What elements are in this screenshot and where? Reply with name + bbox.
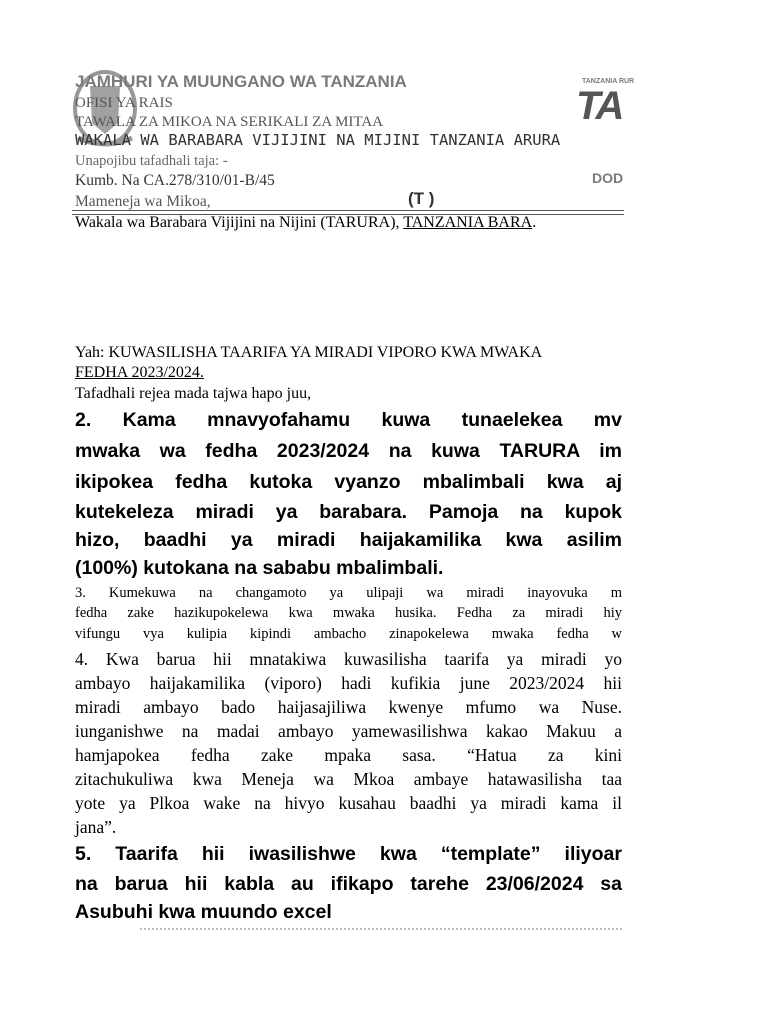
para2-line-1: 2. Kama mnavyofahamu kuwa tunaelekea mv [75, 409, 622, 431]
letterhead-country: JAMHURI YA MUUNGANO WA TANZANIA [75, 72, 407, 91]
para4-line-4: iunganishwe na madai ambayo yamewasilishwa kakao Makuu a [75, 721, 622, 741]
para4-line-2: ambayo haijakamilika (viporo) hadi kufikia june 2023/2024 hii [75, 673, 622, 693]
addressee-agency: Wakala wa Barabara Vijijini na Nijini (TARURA), [75, 214, 404, 231]
para2-line-4: kutekeleza miradi ya barabara. Pamoja na kupok [75, 501, 622, 523]
para3-line-2: fedha zake hazikupokelewa kwa mwaka husika. Fedha za miradi hiy [75, 605, 622, 621]
subject-line-1: Yah: KUWASILISHA TAARIFA YA MIRADI VIPORO KWA MWAKA [75, 344, 543, 361]
para2-line-3: ikipokea fedha kutoka vyanzo mbalimbali kwa aj [75, 471, 622, 493]
para5-line-3: Asubuhi kwa muundo excel [75, 901, 332, 923]
reply-note: Unapojibu tafadhali taja: - [75, 153, 228, 169]
para2-line-2: mwaka wa fedha 2023/2024 na kuwa TARURA im [75, 440, 622, 462]
stamp-fragment: DOD [592, 170, 624, 186]
reference-number: Kumb. Na CA.278/310/01-B/45 [75, 172, 275, 189]
addressee-period: . [532, 214, 537, 231]
logo-letters: TA [576, 84, 623, 128]
para4-line-3: miradi ambayo bado haijasajiliwa kwenye mfumo wa Nuse. [75, 697, 622, 717]
addressee-region: TANZANIA BARA [403, 214, 533, 231]
letterhead-ministry: TAWALA ZA MIKOA NA SERIKALI ZA MITAA [75, 114, 384, 130]
subject-line-2: FEDHA 2023/2024. [75, 364, 204, 381]
para4-line-8: jana”. [75, 817, 117, 837]
tarura-logo [574, 78, 635, 128]
para4-line-7: yote ya Plkoa wake na hivyo kusahau baadhi ya miradi kama il [75, 793, 622, 813]
para4-line-6: zitachukuliwa kwa Meneja wa Mkoa ambaye hatawasilisha taa [75, 769, 622, 789]
para3-line-1: 3. Kumekuwa na changamoto ya ulipaji wa miradi inayovuka m [75, 585, 622, 601]
stamp-bracket: (T ) [408, 189, 435, 208]
letterhead-office: OFISI YA RAIS [75, 95, 173, 111]
para2-line-6: (100%) kutokana na sababu mbalimbali. [75, 557, 444, 579]
para3-line-3: vifungu vya kulipia kipindi ambacho zinapokelewa mwaka fedha w [75, 626, 622, 642]
para5-line-1: 5. Taarifa hii iwasilishwe kwa “template” iliyoar [75, 843, 622, 865]
para5-line-2: na barua hii kabla au ifikapo tarehe 23/06/2024 sa [75, 873, 622, 895]
para4-line-1: 4. Kwa barua hii mnatakiwa kuwasilisha taarifa ya miradi yo [75, 649, 622, 669]
addressee-line-2 [75, 214, 536, 232]
para2-line-5: hizo, baadhi ya miradi haijakamilika kwa asilim [75, 529, 622, 551]
letterhead-agency: WAKALA WA BARABARA VIJIJINI NA MIJINI TANZANIA ARURA [75, 131, 561, 149]
addressee-line-1: Mameneja wa Mikoa, [75, 193, 211, 210]
salutation: Tafadhali rejea mada tajwa hapo juu, [75, 385, 312, 402]
footer-contact-line [140, 928, 622, 930]
para4-line-5: hamjapokea fedha zake mpaka sasa. “Hatua za kini [75, 745, 622, 765]
logo-caption: TANZANIA RUR [582, 78, 635, 85]
